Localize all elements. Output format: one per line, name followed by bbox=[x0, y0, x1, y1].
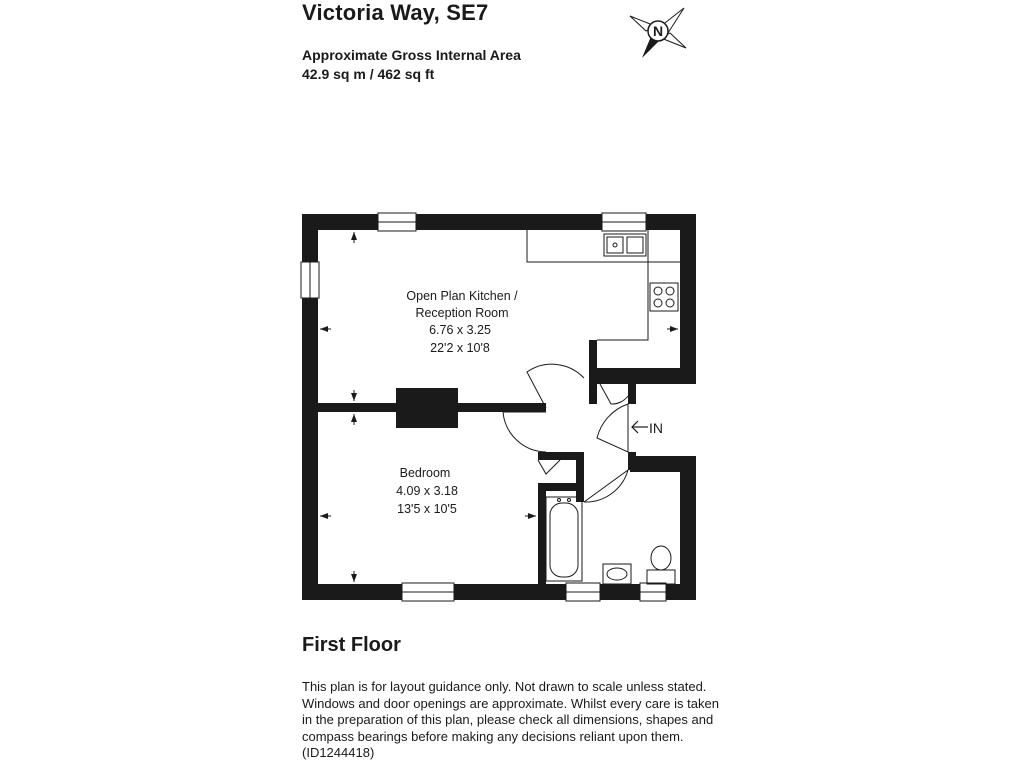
compass-icon bbox=[630, 8, 686, 58]
room-imperial: 22'2 x 10'8 bbox=[430, 341, 490, 355]
doors bbox=[503, 364, 628, 502]
basin-icon bbox=[603, 564, 631, 584]
disclaimer-line: Windows and door openings are approximate. Whilst every care is taken bbox=[302, 695, 719, 711]
room-label-bedroom bbox=[396, 466, 458, 516]
room-metric: 4.09 x 3.18 bbox=[396, 484, 458, 498]
room-imperial: 13'5 x 10'5 bbox=[397, 502, 457, 516]
sink-icon bbox=[604, 234, 646, 256]
disclaimer-line: in the preparation of this plan, please check all dimensions, shapes and bbox=[302, 712, 714, 727]
compass-north-label: N bbox=[652, 23, 664, 39]
page-title: Victoria Way, SE7 bbox=[302, 0, 489, 25]
room-name-line: Bedroom bbox=[399, 466, 451, 480]
room-metric: 6.76 x 3.25 bbox=[429, 323, 491, 337]
floor-name: First Floor bbox=[302, 634, 401, 656]
disclaimer-line: (ID1244418) bbox=[302, 745, 375, 760]
disclaimer-line: This plan is for layout guidance only. Not drawn to scale unless stated. bbox=[302, 679, 707, 694]
room-name-line: Reception Room bbox=[415, 306, 509, 320]
room-label-reception bbox=[406, 289, 518, 355]
gross-area-title: Approximate Gross Internal Area bbox=[302, 47, 521, 63]
bathtub-icon bbox=[546, 497, 582, 581]
disclaimer bbox=[302, 679, 732, 762]
walls bbox=[302, 214, 696, 600]
entrance-label: IN bbox=[649, 420, 663, 436]
disclaimer-line: compass bearings before making any decisions reliant upon them. bbox=[302, 728, 684, 744]
gross-area-value: 42.9 sq m / 462 sq ft bbox=[302, 66, 435, 82]
room-name-line: Open Plan Kitchen / bbox=[406, 289, 518, 303]
hob-icon bbox=[650, 283, 678, 311]
toilet-icon bbox=[647, 546, 675, 584]
entrance-arrow-icon bbox=[632, 421, 648, 433]
